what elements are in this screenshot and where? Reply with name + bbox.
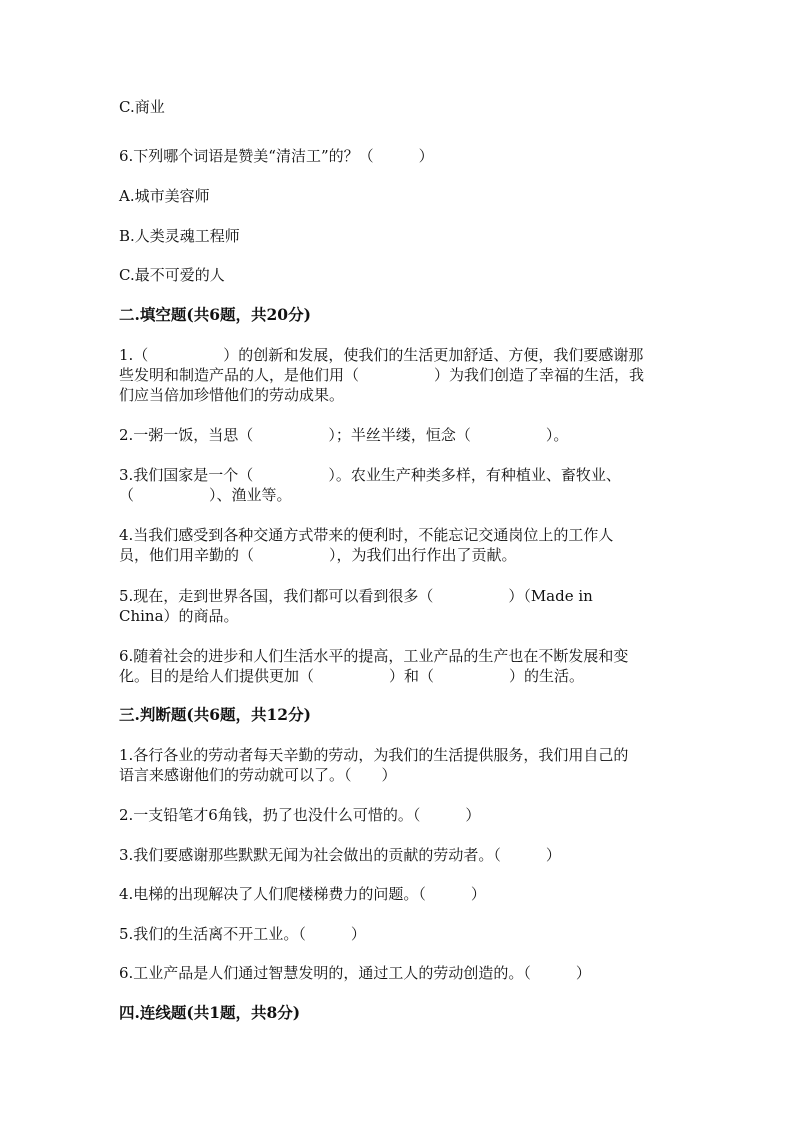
q6-option-a: A.城市美容师: [119, 187, 210, 205]
fill-q3-line1: 3.我们国家是一个（ ）。农业生产种类多样，有种植业、畜牧业、: [119, 466, 621, 484]
fill-q6-line2: 化。目的是给人们提供更加（ ）和（ ）的生活。: [119, 667, 585, 685]
section-true-false-heading: 三.判断题(共6题，共12分): [119, 705, 311, 724]
tf-q4: 4.电梯的出现解决了人们爬楼梯费力的问题。（ ）: [119, 885, 486, 903]
q6-question: 6.下列哪个词语是赞美“清洁工”的？（ ）: [119, 147, 434, 165]
fill-q3-line2: （ ）、渔业等。: [119, 486, 292, 504]
fill-q6-line1: 6.随着社会的进步和人们生活水平的提高，工业产品的生产也在不断发展和变: [119, 647, 629, 665]
fill-q1-line3: 们应当倍加珍惜他们的劳动成果。: [119, 386, 345, 404]
section-matching-heading: 四.连线题(共1题，共8分): [119, 1003, 301, 1022]
q5-option-c: C.商业: [119, 98, 165, 116]
fill-q4-line2: 员，他们用辛勤的（ ），为我们出行作出了贡献。: [119, 546, 517, 564]
section-fill-blank-heading: 二.填空题(共6题，共20分): [119, 305, 311, 324]
tf-q5: 5.我们的生活离不开工业。（ ）: [119, 925, 366, 943]
fill-q1-line2: 些发明和制造产品的人，是他们用（ ）为我们创造了幸福的生活，我: [119, 366, 645, 384]
tf-q2: 2.一支铅笔才6角钱，扔了也没什么可惜的。（ ）: [119, 806, 481, 824]
tf-q6: 6.工业产品是人们通过智慧发明的，通过工人的劳动创造的。（ ）: [119, 964, 591, 982]
tf-q3: 3.我们要感谢那些默默无闻为社会做出的贡献的劳动者。（ ）: [119, 846, 561, 864]
fill-q4-line1: 4.当我们感受到各种交通方式带来的便利时，不能忘记交通岗位上的工作人: [119, 526, 614, 544]
tf-q1-line2: 语言来感谢他们的劳动就可以了。（ ）: [119, 766, 397, 784]
fill-q1-line1: 1.（ ）的创新和发展，使我们的生活更加舒适、方便，我们要感谢那: [119, 346, 644, 364]
q6-option-b: B.人类灵魂工程师: [119, 227, 240, 245]
fill-q5-line2: China）的商品。: [119, 607, 239, 625]
fill-q2: 2.一粥一饭，当思（ ）；半丝半缕，恒念（ ）。: [119, 426, 569, 444]
tf-q1-line1: 1.各行各业的劳动者每天辛勤的劳动，为我们的生活提供服务，我们用自己的: [119, 746, 629, 764]
q6-option-c: C.最不可爱的人: [119, 266, 225, 284]
fill-q5-line1: 5.现在，走到世界各国，我们都可以看到很多（ ）（Made in: [119, 587, 593, 605]
